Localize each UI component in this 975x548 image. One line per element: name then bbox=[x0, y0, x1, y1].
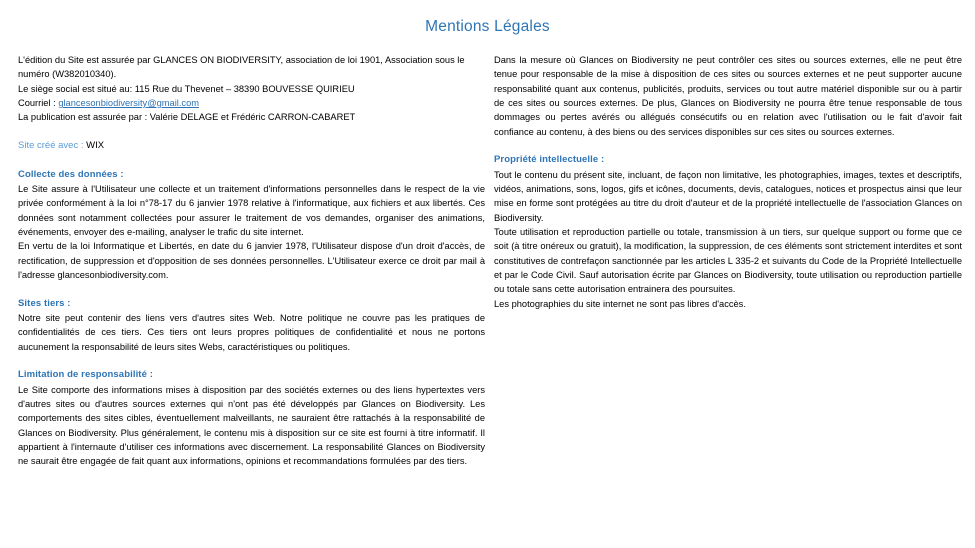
site-built-with bbox=[18, 139, 485, 153]
identity-block bbox=[18, 53, 485, 125]
identity-line-publication: La publication est assurée par : Valérie DELAGE et Frédéric CARRON-CABARET bbox=[18, 112, 356, 123]
spacer bbox=[494, 139, 962, 153]
data-collection-paragraph-1: Le Site assure à l'Utilisateur une collecte et un traitement d'informations personnelles dans le respect de la vie privée conformément à la loi n°78-17 du 6 janvier 1978 relative à l'informatique, aux fichiers et aux libertés. Ces données sont notamment collectées pour assurer le traitement de vos demandes, organiser des animations, événements, envoyer des e-mailing, analyser le trafic du site internet. bbox=[18, 184, 485, 238]
email-link[interactable]: glancesonbiodiversity@gmail.com bbox=[58, 98, 200, 109]
identity-line-headquarters: Le siège social est situé au: 115 Rue du Thevenet – 38390 BOUVESSE QUIRIEU bbox=[18, 83, 355, 94]
page-title: Mentions Légales bbox=[425, 18, 550, 35]
third-party-sites-paragraph-1: Notre site peut contenir des liens vers d'autres sites Web. Notre politique ne couvre pas les pratiques de confidentialités de ces tiers. Ces tiers ont leurs propres politiques de confidentialité et nous ne portons aucunement la responsabilité de leurs sites Webs, caractéristiques ou politiques. bbox=[18, 313, 485, 352]
external-sources-paragraph-1: Dans la mesure où Glances on Biodiversity ne peut contrôler ces sites ou sources externes, elle ne peut être tenue pour responsable de la mise à disposition de ces sites ou sources externes et ne peut supporter aucune responsabilité quant aux contenus, publicités, produits, services ou tout autre matériel disponible sur ou à partir de ces sites ou sources externes. De plus, Glances on Biodiversity ne pourra être tenue responsable de tous dommages ou pertes avérés ou allégués consécutifs ou en relation avec l'utilisation ou le fait d'avoir fait confiance au contenu, à des biens ou des services disponibles sur ces sites ou sources externes. bbox=[494, 55, 962, 137]
intellectual-property-paragraph-2: Toute utilisation et reproduction partielle ou totale, transmission à un tiers, sur quelque support ou forme que ce soit (à titre onéreux ou gratuit), la modification, la suppression, de ces éléments sont strictement interdites et sont constitutives de contrefaçon sanctionnée par les articles L 335-2 et suivants du Code de la Propriété Intellectuelle et par le Code Civil. Sauf autorisation écrite par Glances on Biodiversity, toute utilisation ou reproduction partielle ou totale sans cette autorisation entrainera des poursuites. bbox=[494, 227, 962, 295]
liability-limitation-paragraph-1: Le Site comporte des informations mises à disposition par des sociétés externes ou des liens hypertextes vers d'autres sites ou d'autres sources externes qui n'ont pas été développés par Glances on Biodiversity. Les comportements des sites cibles, éventuellement malveillants, ne sauraient être rattachés à la responsabilité de Glances on Biodiversity. Plus généralement, le contenu mis à disposition sur ce site est fourni à titre informatif. Il appartient à l'internaute d'utiliser ces informations avec discernement. La responsabilité Glances on Biodiversity ne saurait être engagée de fait quant aux informations, opinions et recommandations formulées par des tiers. bbox=[18, 384, 485, 467]
identity-line-edition: L'édition du Site est assurée par GLANCES ON BIODIVERSITY, association de loi 1901, Association sous le numéro (W382010340). bbox=[18, 55, 465, 80]
email-label: Courriel : bbox=[18, 98, 59, 109]
spacer bbox=[18, 282, 485, 296]
spacer bbox=[18, 153, 485, 167]
data-collection-paragraph-2: En vertu de la loi Informatique et Libertés, en date du 6 janvier 1978, l'Utilisateur dispose d'un droit d'accès, de rectification, de suppression et d'opposition de ses données personnelles. L'Utilisateur exerce ce droit par mail à l'adresse glancesonbiodiversity.com. bbox=[18, 241, 485, 281]
section-heading-third-party-sites: Sites tiers : bbox=[18, 297, 71, 309]
spacer bbox=[18, 354, 485, 368]
section-data-collection bbox=[18, 168, 485, 283]
section-heading-liability-limitation: Limitation de responsabilité : bbox=[18, 369, 153, 381]
right-column bbox=[494, 53, 962, 311]
intellectual-property-paragraph-3: Les photographies du site internet ne sont pas libres d'accès. bbox=[494, 298, 746, 309]
intellectual-property-paragraph-1: Tout le contenu du présent site, incluant, de façon non limitative, les photographies, images, textes et descriptifs, vidéos, animations, sons, logos, gifs et icônes, documents, devis, catalogues, notices et prospectus ainsi que leur mise en forme sont protégées au titre du droit d'auteur et de la propriété intellectuelle de l'association Glances on Biodiversity. bbox=[494, 169, 962, 223]
spacer bbox=[18, 125, 485, 139]
section-liability-limitation bbox=[18, 368, 485, 468]
site-built-with-value: WIX bbox=[86, 140, 105, 152]
site-built-with-label: Site créé avec : bbox=[18, 140, 87, 152]
section-heading-data-collection: Collecte des données : bbox=[18, 168, 124, 180]
two-column-body bbox=[0, 53, 975, 523]
section-third-party-sites bbox=[18, 297, 485, 354]
section-external-sources bbox=[494, 53, 962, 139]
section-intellectual-property bbox=[494, 153, 962, 311]
identity-line-email bbox=[18, 96, 485, 110]
left-column bbox=[18, 53, 485, 469]
section-heading-intellectual-property: Propriété intellectuelle : bbox=[494, 154, 605, 166]
